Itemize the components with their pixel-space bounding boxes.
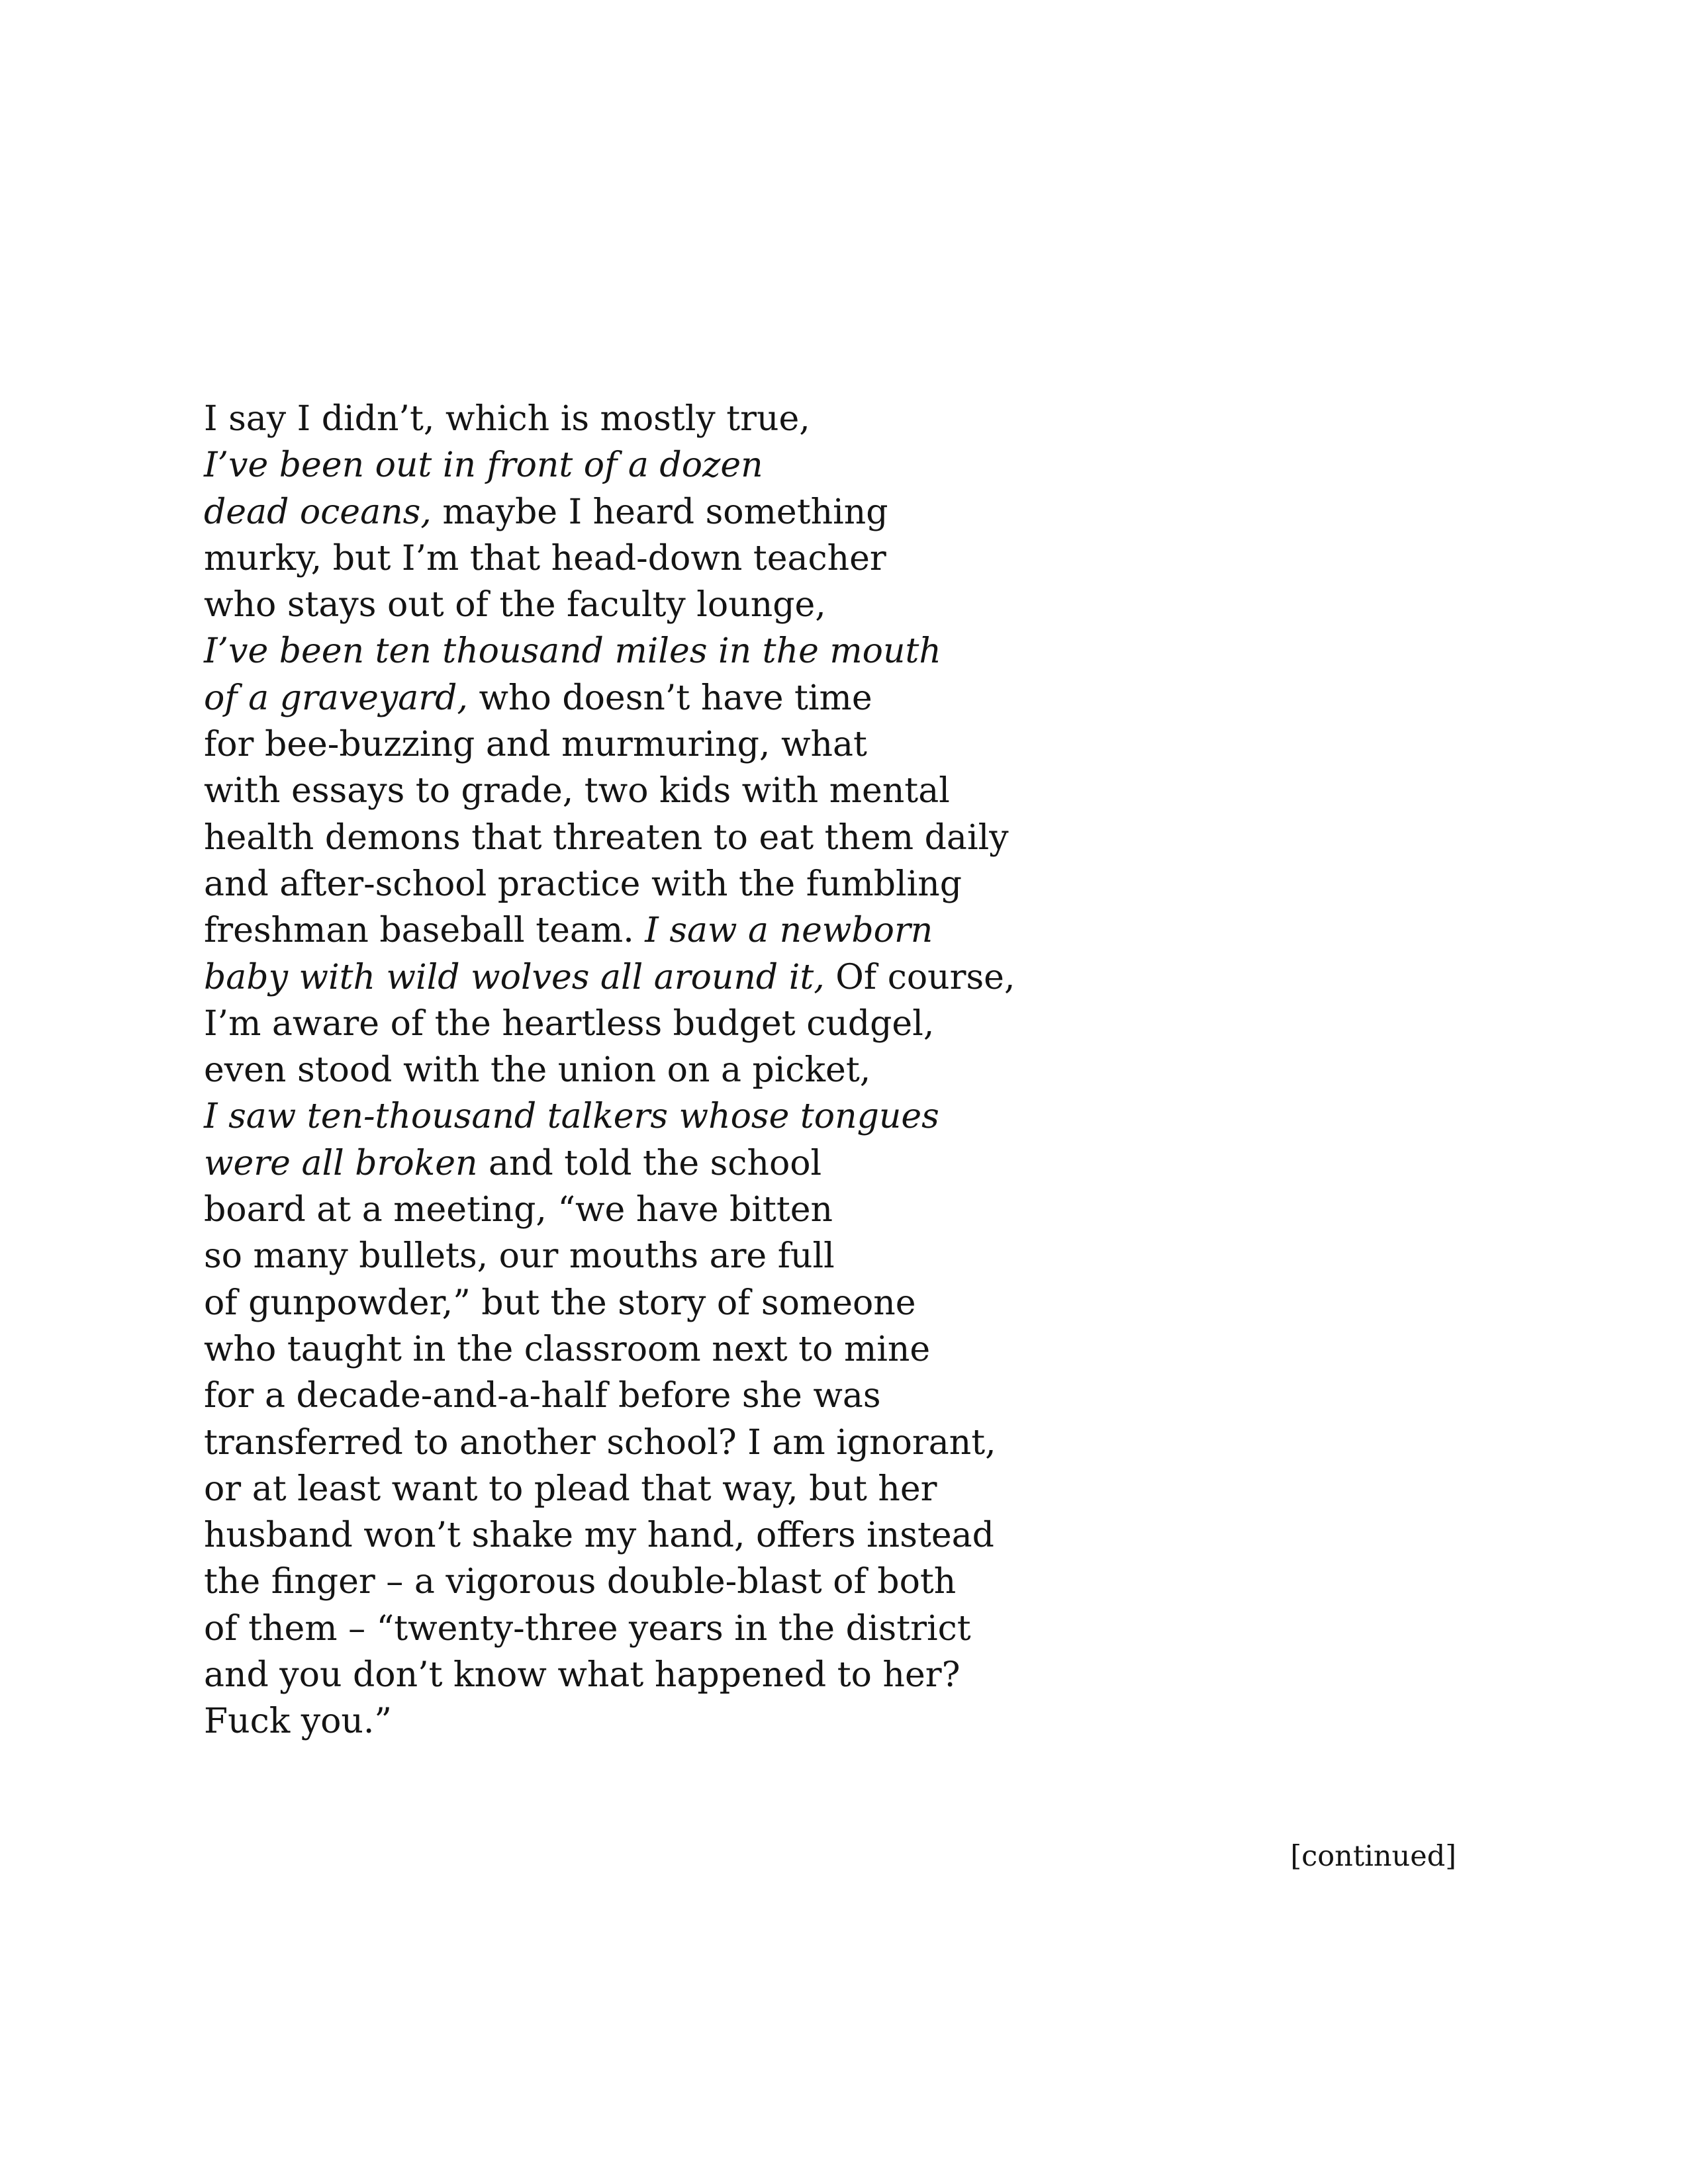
poem-line: [204, 396, 1015, 442]
poem-line: [204, 1233, 1015, 1279]
poem-italic-segment: I’ve been out in front of a dozen: [204, 445, 763, 486]
poem-text-segment: of gunpowder,” but the story of someone: [204, 1283, 916, 1323]
poem-text-segment: for bee-buzzing and murmuring, what: [204, 725, 867, 765]
poem-text-segment: for a decade-and-a-half before she was: [204, 1376, 881, 1416]
continued-note: [continued]: [1290, 1840, 1456, 1873]
poem-text-segment: who stays out of the faculty lounge,: [204, 585, 826, 625]
poem-text-segment: I say I didn’t, which is mostly true,: [204, 399, 810, 439]
poem-text-segment: health demons that threaten to eat them daily: [204, 817, 1009, 858]
poem-text-segment: and after-school practice with the fumbling: [204, 864, 962, 904]
poem-line: [204, 582, 1015, 628]
poem-text-segment: I’m aware of the heartless budget cudgel,: [204, 1003, 935, 1044]
poem-text-segment: murky, but I’m that head-down teacher: [204, 538, 886, 578]
poem-text-segment: who taught in the classroom next to mine: [204, 1329, 931, 1369]
poem-line: [204, 1280, 1015, 1326]
poem-text-segment: Fuck you.”: [204, 1702, 393, 1742]
poem-line: [204, 1698, 1015, 1745]
poem-line: [204, 1140, 1015, 1187]
poem-line: [204, 1001, 1015, 1047]
poem-line: [204, 1373, 1015, 1419]
poem-line: [204, 907, 1015, 954]
poem-text-segment: with essays to grade, two kids with mental: [204, 771, 950, 811]
poem-line: [204, 1187, 1015, 1233]
poem-line: [204, 1606, 1015, 1652]
poem-text-segment: husband won’t shake my hand, offers instead: [204, 1516, 994, 1556]
poem-italic-segment: dead oceans,: [204, 492, 432, 532]
poem-line: [204, 442, 1015, 488]
poem-text-segment: or at least want to plead that way, but her: [204, 1469, 937, 1509]
poem-text-segment: board at a meeting, “we have bitten: [204, 1190, 833, 1230]
poem-text-segment: who doesn’t have time: [467, 678, 872, 718]
poem-text-segment: of them – “twenty-three years in the district: [204, 1608, 971, 1649]
poem-italic-segment: baby with wild wolves all around it,: [204, 957, 825, 997]
poem-line: [204, 861, 1015, 907]
poem-italic-segment: were all broken: [204, 1143, 478, 1183]
poem-line: [204, 1466, 1015, 1512]
poem-text-segment: and told the school: [477, 1143, 822, 1183]
poem-line: [204, 1512, 1015, 1559]
poem-italic-segment: I’ve been ten thousand miles in the mouth: [204, 631, 941, 672]
poem-line: [204, 954, 1015, 1001]
poem-text-segment: freshman baseball team.: [204, 911, 645, 951]
poem-line: [204, 1326, 1015, 1373]
poem-line: [204, 675, 1015, 721]
poem-text-segment: Of course,: [824, 957, 1015, 997]
poem-italic-segment: of a graveyard,: [204, 678, 468, 718]
poem-line: [204, 1652, 1015, 1698]
poem-line: [204, 1559, 1015, 1605]
poem-line: [204, 1047, 1015, 1093]
poem-line: [204, 1420, 1015, 1466]
poem-line: [204, 489, 1015, 535]
poem-line: [204, 768, 1015, 814]
poem-italic-segment: I saw a newborn: [645, 911, 933, 951]
poem-body: [204, 396, 1015, 1745]
poem-italic-segment: I saw ten-thousand talkers whose tongues: [204, 1097, 939, 1137]
poem-line: [204, 628, 1015, 674]
poem-text-segment: and you don’t know what happened to her?: [204, 1655, 961, 1696]
poem-text-segment: maybe I heard something: [431, 492, 888, 532]
poem-text-segment: even stood with the union on a picket,: [204, 1050, 871, 1091]
poem-line: [204, 535, 1015, 582]
poem-text-segment: transferred to another school? I am ignorant,: [204, 1422, 996, 1463]
poem-text-segment: the finger – a vigorous double-blast of both: [204, 1562, 957, 1602]
poem-text-segment: so many bullets, our mouths are full: [204, 1236, 835, 1277]
poem-line: [204, 815, 1015, 861]
poem-line: [204, 1093, 1015, 1140]
poem-line: [204, 721, 1015, 768]
